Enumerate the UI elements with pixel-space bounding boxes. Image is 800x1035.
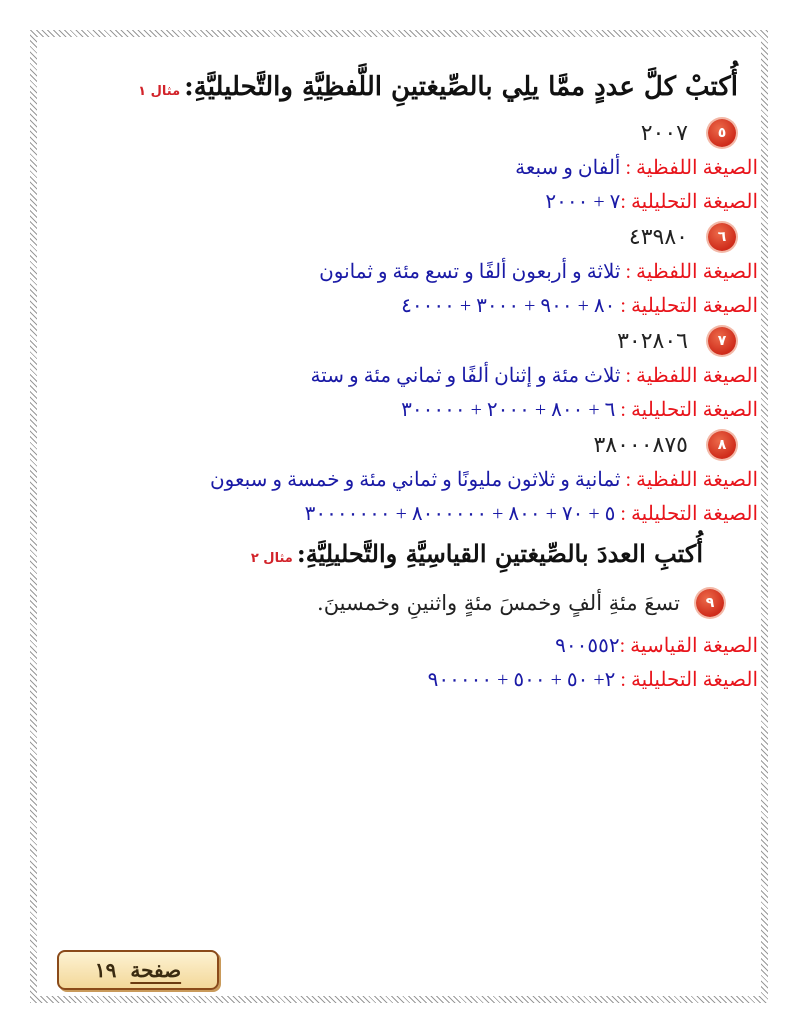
page-number-box bbox=[57, 950, 219, 990]
analytic-form-value: ٨٠ + ٩٠٠ + ٣٠٠٠ + ٤٠٠٠٠ bbox=[401, 295, 621, 318]
page-number: ١٩ bbox=[94, 958, 117, 982]
analytic-form-line bbox=[45, 497, 758, 531]
problem-number: ٣٨٠٠٠٨٧٥ bbox=[593, 432, 688, 458]
verbal-form-line bbox=[45, 255, 758, 289]
analytic-form-line bbox=[45, 663, 758, 697]
problem-8 bbox=[45, 427, 758, 463]
problem-number-badge: ٥ bbox=[708, 119, 736, 147]
standard-form-label: الصيغة القياسية : bbox=[619, 634, 758, 657]
analytic-form-value: ٢+ ٥٠ + ٥٠٠ + ٩٠٠٠٠٠ bbox=[427, 668, 621, 691]
problem-phrase: تسعَ مئةِ ألفٍ وخمسَ مئةٍ واثنينِ وخمسينَ. bbox=[317, 590, 680, 615]
analytic-form-label: الصيغة التحليلية : bbox=[620, 295, 758, 318]
problem-5 bbox=[45, 115, 758, 151]
problem-number-badge: ٦ bbox=[708, 223, 736, 251]
section2-title bbox=[45, 537, 758, 571]
problem-number-badge: ٧ bbox=[708, 327, 736, 355]
standard-form-value: ٩٠٠٥٥٢ bbox=[555, 634, 620, 657]
problem-7 bbox=[45, 323, 758, 359]
problem-number: ٢٠٠٧ bbox=[640, 120, 688, 146]
verbal-form-value: ألفان و سبعة bbox=[515, 157, 626, 180]
problem-number: ٤٣٩٨٠ bbox=[628, 224, 688, 250]
verbal-form-value: ثلاثة و أربعون ألفًا و تسع مئة و ثمانون bbox=[319, 261, 626, 284]
verbal-form-label: الصيغة اللفظية : bbox=[625, 365, 758, 388]
problem-9 bbox=[45, 585, 758, 621]
analytic-form-label: الصيغة التحليلية : bbox=[620, 191, 758, 214]
section2-title-text: أُكتبِ العددَ بالصِّيغتينِ القياسِيَّةِ والتَّحليلِيَّةِ: bbox=[296, 539, 703, 569]
standard-form-line bbox=[45, 629, 758, 663]
verbal-form-line bbox=[45, 463, 758, 497]
analytic-form-label: الصيغة التحليلية : bbox=[620, 399, 758, 422]
problem-number: ٣٠٢٨٠٦ bbox=[617, 328, 688, 354]
verbal-form-label: الصيغة اللفظية : bbox=[625, 157, 758, 180]
analytic-form-label: الصيغة التحليلية : bbox=[620, 668, 758, 691]
example-tag-2: مثال ٢ bbox=[250, 551, 293, 567]
verbal-form-value: ثمانية و ثلاثون مليونًا و ثماني مئة و خمسة و سبعون bbox=[209, 469, 626, 492]
section1-title bbox=[45, 69, 758, 105]
verbal-form-line bbox=[45, 151, 758, 185]
verbal-form-label: الصيغة اللفظية : bbox=[625, 469, 758, 492]
section1-title-text: أُكتبْ كلَّ عددٍ ممَّا يلِي بالصِّيغتينِ اللَّفظِيَّةِ والتَّحليليَّةِ: bbox=[184, 72, 738, 102]
verbal-form-label: الصيغة اللفظية : bbox=[625, 261, 758, 284]
analytic-form-value: ٦ + ٨٠٠ + ٢٠٠٠ + ٣٠٠٠٠٠ bbox=[401, 399, 621, 422]
verbal-form-value: ثلاث مئة و إثنان ألفًا و ثماني مئة و ستة bbox=[310, 365, 626, 388]
problem-number-badge: ٨ bbox=[708, 431, 736, 459]
analytic-form-line bbox=[45, 289, 758, 323]
verbal-form-line bbox=[45, 359, 758, 393]
analytic-form-value: ٧ + ٢٠٠٠ bbox=[545, 191, 621, 214]
analytic-form-value: ٥ + ٧٠ + ٨٠٠ + ٨٠٠٠٠٠٠ + ٣٠٠٠٠٠٠٠ bbox=[304, 503, 621, 526]
analytic-form-label: الصيغة التحليلية : bbox=[620, 503, 758, 526]
analytic-form-line bbox=[45, 393, 758, 427]
problem-6 bbox=[45, 219, 758, 255]
worksheet-content bbox=[45, 55, 758, 697]
example-tag-1: مثال ١ bbox=[138, 84, 181, 99]
page-label: صفحة bbox=[130, 958, 182, 982]
problem-number-badge: ٩ bbox=[696, 589, 724, 617]
analytic-form-line bbox=[45, 185, 758, 219]
